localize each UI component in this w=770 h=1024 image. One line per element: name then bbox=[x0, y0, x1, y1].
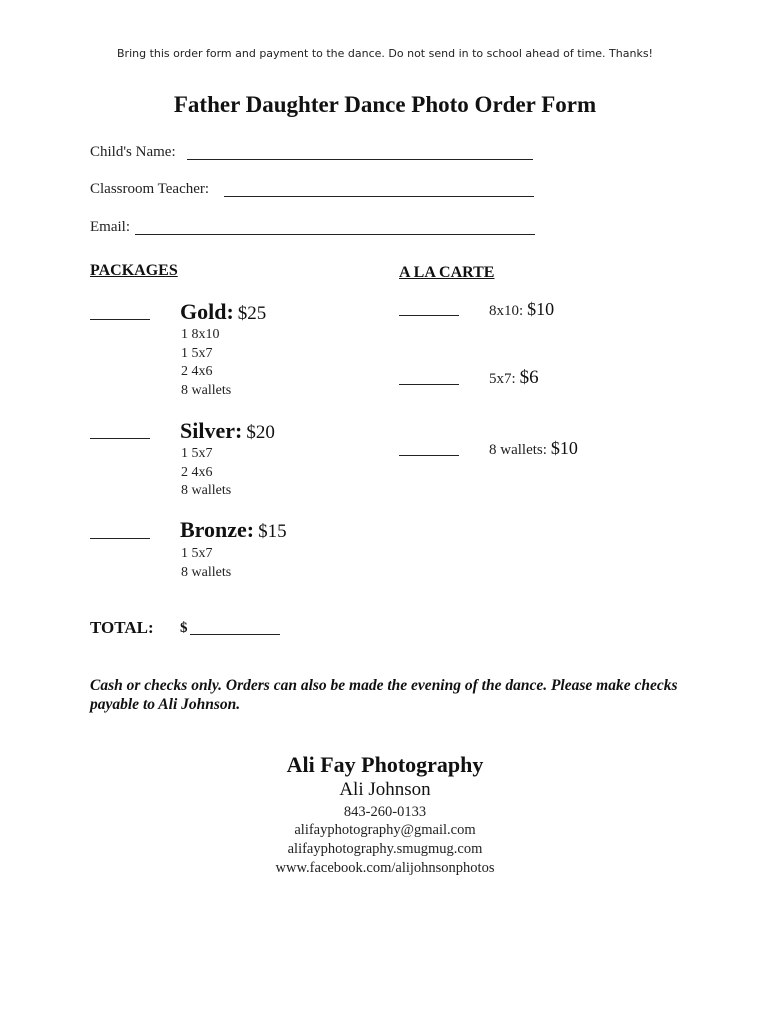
total-label: TOTAL: bbox=[90, 618, 154, 637]
bronze-package bbox=[180, 517, 287, 543]
silver-package bbox=[180, 418, 275, 444]
business-website: alifayphotography.smugmug.com bbox=[287, 841, 483, 857]
business-email: alifayphotography@gmail.com bbox=[294, 822, 476, 838]
email-label: Email: bbox=[90, 219, 130, 235]
silver-name: Silver: bbox=[180, 418, 243, 443]
silver-quantity-blank[interactable] bbox=[90, 438, 150, 439]
bronze-items bbox=[181, 545, 231, 582]
payment-note: Cash or checks only. Orders can also be made the evening of the dance. Please make checks payable to Ali Johnson. bbox=[90, 677, 678, 713]
alc-8x10-label: 8x10: bbox=[489, 303, 524, 319]
gold-package bbox=[180, 299, 266, 325]
email-field[interactable] bbox=[135, 234, 535, 235]
total-currency: $ bbox=[180, 620, 188, 636]
business-facebook: www.facebook.com/alijohnsonphotos bbox=[275, 860, 495, 876]
list-item: 8 wallets bbox=[181, 564, 232, 580]
alc-8x10 bbox=[489, 299, 554, 320]
business-phone: 843-260-0133 bbox=[343, 804, 427, 820]
silver-price: $20 bbox=[246, 422, 275, 443]
bronze-quantity-blank[interactable] bbox=[90, 538, 150, 539]
gold-items bbox=[181, 326, 231, 400]
list-item: 1 5x7 bbox=[181, 345, 213, 361]
child-name-label: Child's Name: bbox=[90, 144, 176, 160]
gold-name: Gold: bbox=[180, 299, 234, 324]
bronze-price: $15 bbox=[258, 521, 287, 542]
a-la-carte-heading: A LA CARTE bbox=[399, 264, 495, 281]
alc-wallets-price: $10 bbox=[550, 438, 578, 458]
bronze-name: Bronze: bbox=[180, 517, 255, 542]
alc-5x7-price: $6 bbox=[519, 367, 539, 388]
silver-items bbox=[181, 445, 231, 501]
list-item: 2 4x6 bbox=[181, 364, 213, 379]
gold-price: $25 bbox=[237, 303, 267, 324]
alc-8x10-blank[interactable] bbox=[399, 315, 459, 316]
alc-wallets bbox=[489, 438, 578, 459]
alc-5x7-blank[interactable] bbox=[399, 384, 459, 385]
alc-wallets-label: 8 wallets: bbox=[489, 442, 547, 458]
list-item: 1 5x7 bbox=[181, 446, 213, 461]
list-item: 8 wallets bbox=[181, 382, 232, 398]
business-name: Ali Fay Photography bbox=[286, 752, 484, 777]
business-person: Ali Johnson bbox=[339, 779, 431, 800]
alc-8x10-price: $10 bbox=[527, 299, 555, 319]
teacher-label: Classroom Teacher: bbox=[90, 181, 210, 197]
packages-heading: PACKAGES bbox=[90, 262, 178, 279]
notice-text: Bring this order form and payment to the dance. Do not send in to school ahead of time. Thanks! bbox=[117, 47, 653, 60]
child-name-field[interactable] bbox=[187, 159, 533, 160]
total-field[interactable] bbox=[190, 634, 280, 635]
list-item: 8 wallets bbox=[181, 483, 232, 498]
gold-quantity-blank[interactable] bbox=[90, 319, 150, 320]
list-item: 2 4x6 bbox=[181, 464, 213, 480]
alc-wallets-blank[interactable] bbox=[399, 455, 459, 456]
alc-5x7 bbox=[489, 367, 539, 389]
list-item: 1 8x10 bbox=[181, 327, 220, 342]
teacher-field[interactable] bbox=[224, 196, 534, 197]
list-item: 1 5x7 bbox=[181, 546, 213, 561]
alc-5x7-label: 5x7: bbox=[489, 371, 516, 387]
form-title: Father Daughter Dance Photo Order Form bbox=[173, 92, 597, 117]
